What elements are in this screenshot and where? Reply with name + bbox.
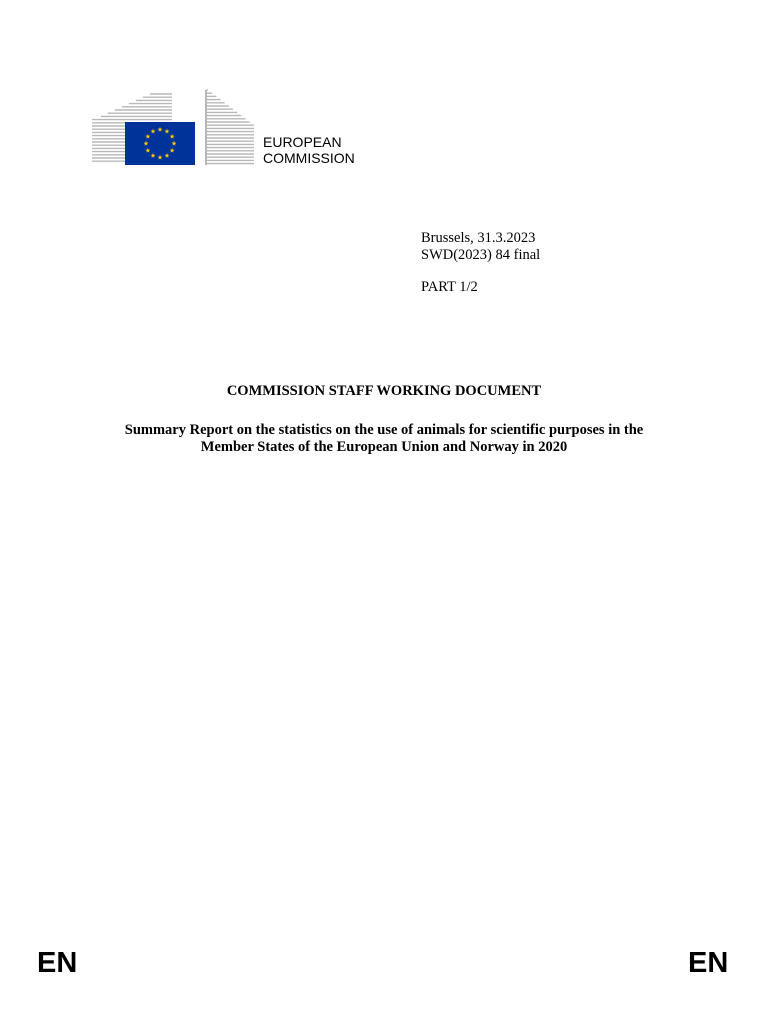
document-title-line-2: Member States of the European Union and Norway in 2020 [200, 439, 568, 455]
eu-flag-berlaymont-icon [90, 88, 260, 172]
european-commission-logo [90, 88, 390, 172]
logo-line-commission: COMMISSION [263, 150, 355, 166]
language-code-left: EN [37, 947, 78, 979]
document-meta [421, 230, 540, 296]
document-reference: SWD(2023) 84 final [421, 247, 541, 263]
document-part: PART 1/2 [421, 279, 478, 295]
document-title-line-1: Summary Report on the statistics on the use of animals for scientific purposes in the [124, 422, 644, 438]
document-title [0, 422, 768, 456]
place-date: Brussels, 31.3.2023 [421, 230, 536, 246]
logo-wordmark [263, 134, 355, 166]
document-type: COMMISSION STAFF WORKING DOCUMENT [226, 383, 542, 399]
logo-line-european: EUROPEAN [263, 134, 342, 150]
language-code-right: EN [688, 947, 729, 979]
